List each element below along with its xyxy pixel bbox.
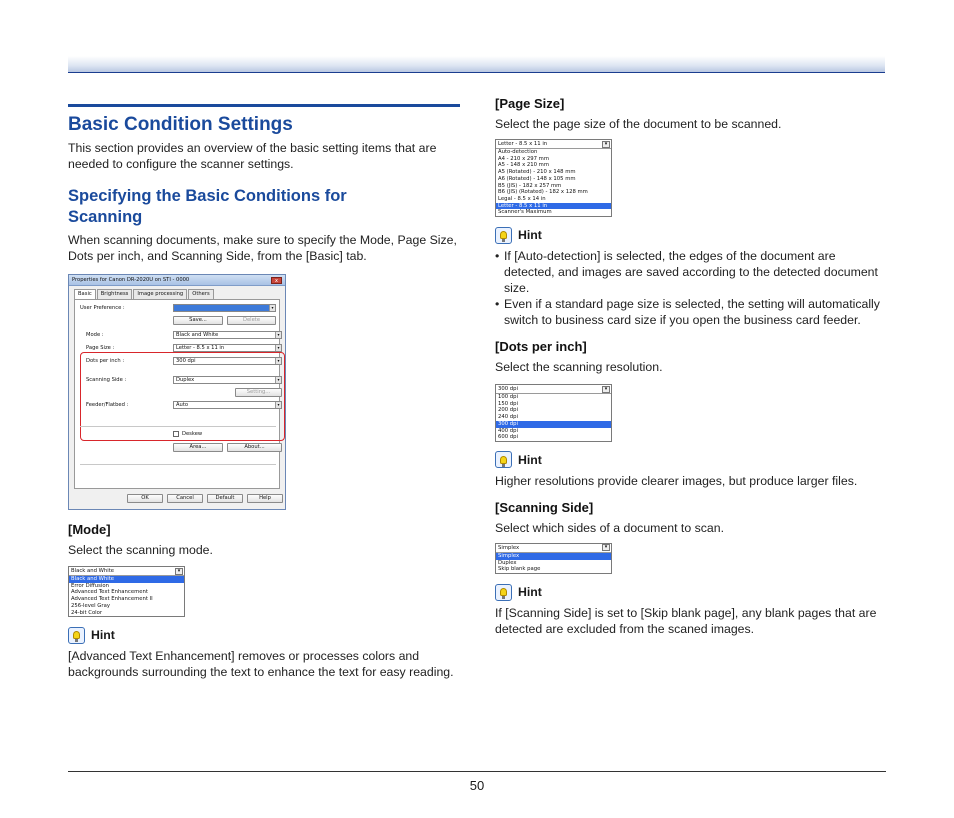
listbox-option[interactable]: 150 dpi	[498, 400, 518, 407]
mode-heading: [Mode]	[68, 522, 111, 537]
right-column	[495, 96, 887, 637]
listbox-option[interactable]: Advanced Text Enhancement	[71, 589, 148, 596]
dpi-label: Dots per inch :	[86, 358, 125, 364]
dialog-panel	[74, 299, 280, 489]
page-size-value: Letter - 8.5 x 11 in	[176, 345, 225, 351]
listbox-option[interactable]: A6 (Rotated) - 148 x 105 mm	[498, 175, 576, 182]
hint-label: Hint	[518, 228, 542, 243]
listbox-option[interactable]: A5 (Rotated) - 210 x 148 mm	[498, 169, 576, 176]
listbox-option[interactable]: Black and White	[69, 576, 184, 583]
hint-bullet: • Even if a standard page size is selected, the setting will automatically switch to business card size if you open the business card feeder.	[495, 296, 887, 328]
listbox-option[interactable]: A4 - 210 x 297 mm	[498, 155, 549, 162]
page-size-hints	[495, 248, 887, 328]
lightbulb-icon	[68, 627, 85, 644]
page-size-label: Page Size :	[86, 345, 115, 351]
listbox-option[interactable]: Skip blank page	[498, 566, 541, 573]
section-title-line2: Scanning	[68, 208, 143, 226]
dpi-listbox[interactable]	[495, 384, 612, 442]
user-preference-select[interactable]	[173, 304, 276, 312]
scanning-side-heading: [Scanning Side]	[495, 499, 594, 515]
listbox-current-value: Black and White	[71, 567, 115, 574]
page-size-text: Select the page size of the document to be scanned.	[495, 117, 782, 131]
listbox-option[interactable]: 240 dpi	[498, 414, 518, 421]
scanning-side-label: Scanning Side :	[86, 377, 127, 383]
scanning-side-hint-text: If [Scanning Side] is set to [Skip blank page], any blank pages that are detected are excluded from the scaned images.	[495, 606, 877, 637]
listbox-current[interactable]	[496, 140, 611, 149]
page-number: 50	[469, 778, 485, 793]
listbox-option[interactable]: 24-bit Color	[71, 609, 103, 616]
user-preference-label: User Preference :	[80, 305, 125, 311]
feeder-label: Feeder/Flatbed :	[86, 402, 129, 408]
separator	[80, 464, 276, 465]
close-icon[interactable]: x	[271, 277, 282, 284]
help-button[interactable]: Help	[247, 494, 283, 503]
cancel-button[interactable]: Cancel	[167, 494, 203, 503]
title-rule	[68, 104, 460, 107]
scanning-side-value: Duplex	[176, 377, 195, 383]
footer-rule	[68, 771, 886, 772]
deskew-checkbox[interactable]	[173, 431, 179, 437]
listbox-current-value: Letter - 8.5 x 11 in	[498, 140, 548, 147]
section-title-line1: Specifying the Basic Conditions for	[68, 187, 347, 205]
header-bar	[68, 56, 885, 73]
page-size-heading: [Page Size]	[495, 96, 565, 111]
scanning-side-listbox[interactable]	[495, 543, 612, 574]
listbox-option[interactable]: 300 dpi	[496, 421, 611, 428]
chevron-down-icon[interactable]: ▾	[602, 544, 610, 551]
dpi-select[interactable]	[173, 357, 282, 365]
scanning-side-select[interactable]	[173, 376, 282, 384]
default-button[interactable]: Default	[207, 494, 243, 503]
hint	[495, 225, 887, 245]
intro-text: This section provides an overview of the basic setting items that are needed to configure the scanner settings.	[68, 141, 437, 171]
hint-label: Hint	[518, 452, 542, 467]
separator	[80, 426, 276, 427]
about-button[interactable]: About...	[227, 443, 282, 452]
delete-button[interactable]: Delete	[227, 316, 276, 325]
mode-text: Select the scanning mode.	[68, 543, 213, 557]
dpi-heading: [Dots per inch]	[495, 339, 587, 355]
listbox-option[interactable]: Advanced Text Enhancement II	[71, 596, 153, 603]
listbox-current[interactable]	[496, 544, 611, 553]
listbox-option[interactable]: B5 (JIS) - 182 x 257 mm	[498, 182, 562, 189]
tab-others[interactable]: Others	[188, 289, 213, 299]
tab-image-processing[interactable]: Image processing	[133, 289, 187, 299]
chevron-down-icon: ▾	[275, 377, 281, 383]
listbox-current-value: 300 dpi	[498, 385, 518, 392]
listbox-option[interactable]: Legal - 8.5 x 14 in	[498, 195, 546, 202]
feeder-select[interactable]	[173, 401, 282, 409]
listbox-current[interactable]	[496, 385, 611, 394]
setting-button[interactable]: Setting...	[235, 388, 282, 397]
listbox-option[interactable]: Duplex	[498, 559, 517, 566]
mode-select[interactable]	[173, 331, 282, 339]
listbox-option[interactable]: 600 dpi	[498, 434, 518, 441]
dialog-title: Properties for Canon DR-2020U on STI - 0000	[69, 275, 285, 286]
hint-label: Hint	[91, 628, 115, 643]
hint	[495, 450, 887, 470]
dpi-value: 300 dpi	[176, 358, 196, 364]
listbox-option[interactable]: Simplex	[496, 553, 611, 560]
chevron-down-icon[interactable]: ▾	[602, 141, 610, 148]
chevron-down-icon: ▾	[275, 332, 281, 338]
listbox-option[interactable]: Letter - 8.5 x 11 in	[496, 203, 611, 210]
page-size-listbox[interactable]	[495, 139, 612, 217]
hint	[68, 625, 460, 645]
page-title: Basic Condition Settings	[68, 114, 293, 135]
dpi-text: Select the scanning resolution.	[495, 360, 663, 375]
dpi-hint-text: Higher resolutions provide clearer images, but produce larger files.	[495, 473, 858, 488]
mode-hint-text: [Advanced Text Enhancement] removes or processes colors and backgrounds surrounding the text to enhance the text for easy reading.	[68, 649, 454, 680]
lightbulb-icon	[495, 451, 512, 468]
chevron-down-icon[interactable]: ▾	[602, 386, 610, 393]
mode-listbox[interactable]	[68, 566, 185, 617]
properties-dialog-screenshot	[68, 274, 286, 510]
listbox-option[interactable]: B6 (JIS) (Rotated) - 182 x 128 mm	[498, 189, 588, 196]
chevron-down-icon: ▾	[275, 358, 281, 364]
listbox-option[interactable]: 400 dpi	[498, 427, 518, 434]
left-column	[68, 104, 460, 680]
listbox-option[interactable]: Error Diffusion	[71, 582, 109, 589]
listbox-current-value: Simplex	[498, 544, 520, 551]
tab-brightness[interactable]: Brightness	[97, 289, 133, 299]
listbox-option[interactable]: 256-level Gray	[71, 602, 110, 609]
area-button[interactable]: Area...	[173, 443, 223, 452]
deskew-label: Deskew	[182, 431, 203, 437]
mode-value: Black and White	[176, 332, 219, 338]
chevron-down-icon: ▾	[275, 345, 281, 351]
hint	[495, 582, 887, 602]
section-title	[68, 186, 460, 228]
chevron-down-icon[interactable]: ▾	[175, 568, 183, 575]
listbox-current[interactable]	[69, 567, 184, 576]
chevron-down-icon: ▾	[275, 402, 281, 408]
listbox-option[interactable]: 200 dpi	[498, 407, 518, 414]
listbox-option[interactable]: Auto-detection	[498, 149, 538, 155]
listbox-option[interactable]: Scanner's Maximum	[498, 209, 552, 216]
section-intro: When scanning documents, make sure to specify the Mode, Page Size, Dots per inch, and Scanning Side, from the [Basic] tab.	[68, 233, 457, 263]
save-button[interactable]: Save...	[173, 316, 223, 325]
lightbulb-icon	[495, 584, 512, 601]
listbox-option[interactable]: 100 dpi	[498, 394, 518, 401]
feeder-value: Auto	[176, 402, 189, 408]
scanning-side-text: Select which sides of a document to scan.	[495, 520, 724, 535]
mode-label: Mode :	[86, 332, 104, 338]
chevron-down-icon: ▾	[269, 305, 275, 311]
listbox-option[interactable]: A5 - 148 x 210 mm	[498, 162, 549, 169]
ok-button[interactable]: OK	[127, 494, 163, 503]
lightbulb-icon	[495, 227, 512, 244]
hint-label: Hint	[518, 585, 542, 600]
hint-bullet: • If [Auto-detection] is selected, the edges of the document are detected, and images are saved according to the detected document size.	[495, 248, 887, 296]
tab-basic[interactable]: Basic	[74, 289, 96, 300]
page-size-select[interactable]	[173, 344, 282, 352]
